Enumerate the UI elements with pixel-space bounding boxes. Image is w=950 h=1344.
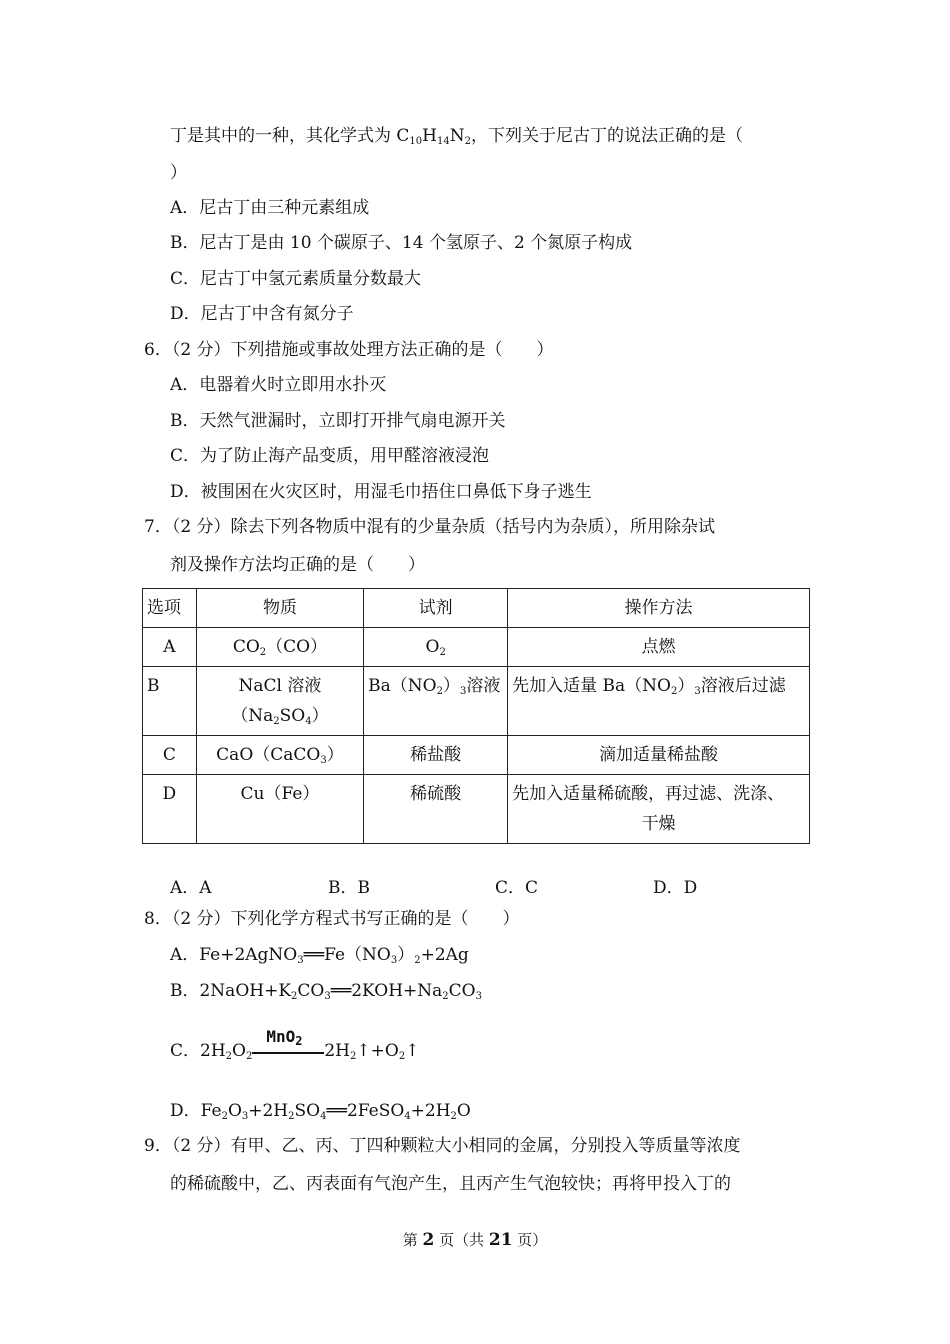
q9-stem-line1: 9．（2 分）有甲、乙、丙、丁四种颗粒大小相同的金属，分别投入等质量等浓度 (144, 1136, 741, 1156)
table-row (143, 775, 810, 844)
q7-option-c: C．C (495, 878, 539, 898)
reaction-arrow (252, 1027, 324, 1062)
page-footer: 第 2 页（共 21 页） (402, 1230, 548, 1250)
table-header-cell: 操作方法 (508, 589, 810, 628)
table-cell-option: D (143, 775, 197, 844)
table-header-cell: 试剂 (364, 589, 508, 628)
total-page-count: 21 (488, 1230, 513, 1250)
table-cell-substance: CaO（CaCO$_3$） (196, 736, 363, 775)
q6-option-c: C．为了防止海产品变质，用甲醛溶液浸泡 (170, 446, 490, 466)
table-header-cell: 物质 (196, 589, 363, 628)
table-cell-method: 先加入适量稀硫酸，再过滤、洗涤、 干燥 (508, 775, 810, 844)
table-header-row (143, 589, 810, 628)
table-cell-reagent: 稀盐酸 (364, 736, 508, 775)
table-cell-method: 滴加适量稀盐酸 (508, 736, 810, 775)
q5-stem-line2: ） (170, 163, 187, 183)
q6-option-a: A．电器着火时立即用水扑灭 (170, 375, 387, 395)
table-header-cell: 选项 (143, 589, 197, 628)
q5-option-b: B．尼古丁是由 10 个碳原子、14 个氢原子、2 个氮原子构成 (170, 233, 633, 253)
q5-stem-line1: 丁是其中的一种，其化学式为 $C_{10}H_{14}N_2$，下列关于尼古丁的说法正确的是（ (170, 126, 743, 147)
q7-stem-line2: 剂及操作方法均正确的是（ ） (170, 555, 425, 575)
q9-stem-line2: 的稀硫酸中，乙、丙表面有气泡产生，且丙产生气泡较快；再将甲投入丁的 (170, 1174, 731, 1194)
table-cell-option: C (143, 736, 197, 775)
table-cell-option: A (143, 628, 197, 667)
q5-option-a: A．尼古丁由三种元素组成 (170, 198, 370, 218)
table-row (143, 628, 810, 667)
catalyst-label: MnO$_2$ (266, 1027, 303, 1048)
q7-option-a: A．A (170, 878, 212, 898)
table-cell-reagent: 稀硫酸 (364, 775, 508, 844)
q7-stem-line1: 7．（2 分）除去下列各物质中混有的少量杂质（括号内为杂质），所用除杂试 (144, 517, 716, 537)
q7-answer-options (170, 873, 810, 898)
q6-stem: 6．（2 分）下列措施或事故处理方法正确的是（ ） (144, 340, 554, 360)
table-row (143, 667, 810, 736)
q8-option-d: D．$Fe_2O_3+2H_2SO_4══2FeSO_4+2H_2O$ (170, 1101, 471, 1122)
q8-stem: 8．（2 分）下列化学方程式书写正确的是（ ） (144, 909, 520, 929)
q7-table (142, 588, 810, 844)
table-cell-substance: NaCl 溶液 $(Na_2SO_4)$ (196, 667, 363, 736)
table-row (143, 736, 810, 775)
table-cell-option: B (143, 667, 197, 736)
q8-option-a: A．$Fe+2AgNO_3══Fe(NO_3)_2+2Ag$ (170, 945, 469, 966)
table-cell-reagent: $Ba(NO_2)_3$溶液 (364, 667, 508, 736)
q6-option-d: D．被围困在火灾区时，用湿毛巾捂住口鼻低下身子逃生 (170, 482, 592, 502)
current-page-number: 2 (422, 1230, 435, 1250)
table-cell-substance: $CO_2(CO)$ (196, 628, 363, 667)
q5-option-d: D．尼古丁中含有氮分子 (170, 304, 354, 324)
table-cell-reagent: $O_2$ (364, 628, 508, 667)
q6-option-b: B．天然气泄漏时，立即打开排气扇电源开关 (170, 411, 506, 431)
q8-option-c: C．$2H_2O_2$ MnO$_2$ $2H_2↑+O_2↑$ (170, 1027, 420, 1062)
q5-option-c: C．尼古丁中氢元素质量分数最大 (170, 269, 422, 289)
q8-option-b: B．$2NaOH+K_2CO_3══2KOH+Na_2CO_3$ (170, 981, 482, 1002)
table-cell-method: 点燃 (508, 628, 810, 667)
table-cell-substance: Cu（Fe） (196, 775, 363, 844)
q7-option-b: B．B (328, 878, 370, 898)
table-cell-method: 先加入适量 $Ba(NO_2)_3$溶液后过滤 (508, 667, 810, 736)
q7-option-d: D．D (653, 878, 698, 898)
